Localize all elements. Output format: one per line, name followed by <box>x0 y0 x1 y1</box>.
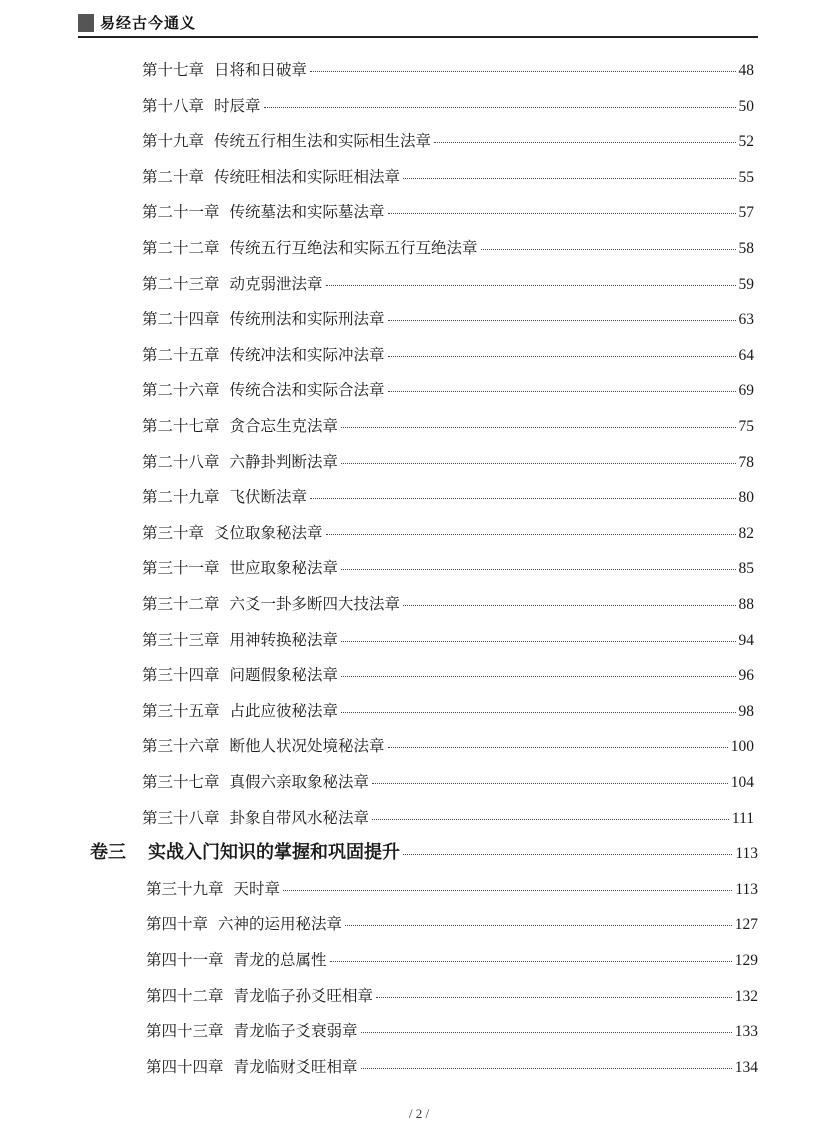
toc-page-number: 94 <box>738 631 754 649</box>
toc-chapter-number: 第二十二章 <box>142 239 220 257</box>
toc-chapter-number: 第二十九章 <box>142 488 220 507</box>
toc-page-number: 100 <box>730 738 754 756</box>
toc-chapter-number: 第二十三章 <box>142 274 220 293</box>
toc-entry <box>142 165 754 187</box>
toc-chapter-number: 第四十章 <box>146 915 209 934</box>
toc-chapter-number: 第二十六章 <box>142 381 220 400</box>
toc-leader-dots <box>372 819 729 820</box>
toc-leader-dots <box>330 961 732 962</box>
toc-chapter-title: 真假六亲取象秘法章 <box>229 773 370 791</box>
toc-entry <box>142 592 754 614</box>
toc-chapter-number: 第三十六章 <box>142 737 220 756</box>
toc-chapter-title: 六爻一卦多断四大技法章 <box>229 595 401 613</box>
toc-leader-dots <box>376 997 732 998</box>
toc-chapter-title: 动克弱泄法章 <box>229 274 323 293</box>
running-header <box>78 12 196 33</box>
toc-leader-dots <box>372 783 728 784</box>
toc-leader-dots <box>264 107 736 108</box>
toc-leader-dots <box>341 676 735 677</box>
toc-leader-dots <box>403 605 735 606</box>
toc-page-number: 75 <box>738 418 754 435</box>
toc-part-heading <box>90 838 758 864</box>
toc-entry <box>142 307 754 329</box>
toc-page-number: 80 <box>738 489 754 507</box>
toc-leader-dots <box>481 249 736 250</box>
toc-page-number: 96 <box>738 667 754 685</box>
toc-entry <box>142 663 754 685</box>
toc-page-number: 57 <box>738 204 754 222</box>
toc-chapter-title: 传统五行相生法和实际相生法章 <box>214 132 432 151</box>
toc-chapter-title: 问题假象秘法章 <box>229 666 339 685</box>
toc-chapter-number: 第三十二章 <box>142 595 220 613</box>
toc-chapter-number: 第四十三章 <box>146 1022 224 1041</box>
toc-entry <box>142 450 754 472</box>
toc-entry <box>142 200 754 222</box>
toc-leader-dots <box>326 285 736 286</box>
toc-leader-dots <box>434 142 735 143</box>
toc-page-number: 88 <box>738 596 754 613</box>
toc-leader-dots <box>310 498 735 499</box>
toc-leader-dots <box>283 890 732 891</box>
toc-entry <box>142 58 754 80</box>
toc-leader-dots <box>341 463 735 464</box>
toc-chapter-number: 第二十八章 <box>142 452 220 471</box>
toc-leader-dots <box>326 534 736 535</box>
toc-page-number: 113 <box>735 845 758 863</box>
toc-chapter-title: 青龙的总属性 <box>233 951 327 969</box>
toc-chapter-title: 青龙临财爻旺相章 <box>233 1057 358 1076</box>
header-rule <box>78 36 758 38</box>
toc-chapter-title: 传统冲法和实际冲法章 <box>229 345 385 364</box>
toc-chapter-title: 世应取象秘法章 <box>229 559 339 578</box>
header-block-icon <box>78 14 94 32</box>
toc-entry <box>142 129 754 151</box>
toc-leader-dots <box>361 1068 732 1069</box>
toc-chapter-title: 传统五行互绝法和实际五行互绝法章 <box>229 239 478 257</box>
toc-chapter-title: 断他人状况处境秘法章 <box>229 737 385 756</box>
toc-chapter-number: 第十七章 <box>142 61 205 79</box>
toc-leader-dots <box>388 213 736 214</box>
toc-entry <box>142 94 754 116</box>
toc-chapter-title: 日将和日破章 <box>214 61 308 79</box>
toc-entry <box>142 378 754 400</box>
toc-page-number: 98 <box>738 702 754 720</box>
toc-chapter-title: 用神转换秘法章 <box>229 630 339 649</box>
toc-page-number: 78 <box>738 453 754 471</box>
toc-chapter-title: 天时章 <box>233 879 281 898</box>
toc-page-number: 113 <box>735 880 758 898</box>
toc-page-number: 63 <box>738 311 754 329</box>
toc-entry <box>142 734 754 756</box>
toc-entry <box>146 912 758 934</box>
toc-leader-dots <box>341 427 735 428</box>
toc-entry <box>142 699 754 721</box>
toc-chapter-title: 传统墓法和实际墓法章 <box>229 203 385 222</box>
toc-chapter-number: 第二十一章 <box>142 203 220 222</box>
toc-entry <box>142 770 754 792</box>
toc-entry <box>142 414 754 436</box>
toc-leader-dots <box>388 747 728 748</box>
toc-leader-dots <box>341 641 735 642</box>
toc-chapter-title: 六静卦判断法章 <box>229 452 339 471</box>
toc-leader-dots <box>388 320 736 321</box>
toc-chapter-number: 第二十七章 <box>142 417 220 435</box>
toc-chapter-number: 第十九章 <box>142 132 205 151</box>
toc-page-number: 111 <box>731 809 754 827</box>
toc-chapter-number: 第四十一章 <box>146 951 224 969</box>
toc-leader-dots <box>388 391 736 392</box>
toc-page-number: 82 <box>738 524 754 542</box>
toc-chapter-number: 第三十九章 <box>146 879 224 898</box>
toc-page-number: 48 <box>738 62 754 79</box>
toc-chapter-title: 贪合忘生克法章 <box>229 417 339 435</box>
toc-chapter-title: 爻位取象秘法章 <box>214 523 323 542</box>
toc-leader-dots <box>388 356 736 357</box>
toc-leader-dots <box>341 569 735 570</box>
toc-page-number: 129 <box>734 952 758 969</box>
toc-leader-dots <box>403 178 735 179</box>
toc-page-number: 133 <box>734 1023 758 1041</box>
toc-chapter-number: 第三十七章 <box>142 773 220 791</box>
toc-page-number: 52 <box>738 133 754 151</box>
page-number: / 2 / <box>408 1106 430 1121</box>
toc-page-number: 85 <box>738 560 754 578</box>
toc-chapter-number: 卷三 <box>90 842 126 864</box>
toc-page-number: 55 <box>738 168 754 186</box>
toc-entry <box>142 485 754 507</box>
toc-chapter-number: 第三十四章 <box>142 666 220 685</box>
toc-page-number: 59 <box>738 275 754 293</box>
toc-page-number: 127 <box>734 916 758 934</box>
toc-leader-dots <box>403 854 732 855</box>
toc-leader-dots <box>341 712 735 713</box>
toc-chapter-number: 第三十八章 <box>142 808 220 827</box>
toc-chapter-number: 第十八章 <box>142 96 205 115</box>
toc-entry <box>146 877 758 899</box>
toc-chapter-title: 青龙临子爻衰弱章 <box>233 1022 358 1041</box>
toc-entry <box>146 1055 758 1077</box>
toc-chapter-title: 传统合法和实际合法章 <box>229 381 385 400</box>
toc-entry <box>146 984 758 1006</box>
toc-chapter-number: 第四十四章 <box>146 1057 224 1076</box>
toc-entry <box>146 1019 758 1041</box>
toc-page-number: 58 <box>738 240 754 257</box>
toc-entry <box>142 272 754 294</box>
toc-page-number: 50 <box>738 97 754 115</box>
toc-entry <box>142 521 754 543</box>
toc-chapter-number: 第四十二章 <box>146 986 224 1005</box>
toc-chapter-number: 第二十五章 <box>142 345 220 364</box>
book-title: 易经古今通义 <box>100 14 197 32</box>
toc-chapter-number: 第三十一章 <box>142 559 220 578</box>
toc-leader-dots <box>345 925 732 926</box>
toc-entry <box>142 556 754 578</box>
toc-page-number: 132 <box>734 987 758 1005</box>
toc-chapter-title: 传统旺相法和实际旺相法章 <box>214 167 401 186</box>
toc-chapter-number: 第二十章 <box>142 167 205 186</box>
toc-entry <box>142 628 754 650</box>
toc-chapter-title: 卦象自带风水秘法章 <box>229 808 370 827</box>
toc-page-number: 64 <box>738 346 754 364</box>
toc-chapter-title: 飞伏断法章 <box>229 488 308 507</box>
toc-chapter-title: 占此应彼秘法章 <box>229 701 339 720</box>
toc-page-number: 134 <box>734 1058 758 1076</box>
toc-leader-dots <box>361 1032 732 1033</box>
toc-entry <box>142 806 754 828</box>
toc-chapter-number: 第三十三章 <box>142 630 220 649</box>
toc-chapter-number: 第二十四章 <box>142 310 220 329</box>
toc-chapter-title: 传统刑法和实际刑法章 <box>229 310 385 329</box>
toc-chapter-title: 时辰章 <box>214 96 261 115</box>
toc-chapter-number: 第三十章 <box>142 523 205 542</box>
toc-page-number: 104 <box>730 774 754 791</box>
toc-entry <box>146 948 758 970</box>
toc-chapter-title: 青龙临子孙爻旺相章 <box>233 986 374 1005</box>
toc-page-number: 69 <box>738 382 754 400</box>
toc-entry <box>142 343 754 365</box>
toc-entry <box>142 236 754 258</box>
toc-chapter-number: 第三十五章 <box>142 701 220 720</box>
toc-chapter-title: 实战入门知识的掌握和巩固提升 <box>148 842 400 864</box>
toc-leader-dots <box>310 71 735 72</box>
toc-chapter-title: 六神的运用秘法章 <box>218 915 343 934</box>
